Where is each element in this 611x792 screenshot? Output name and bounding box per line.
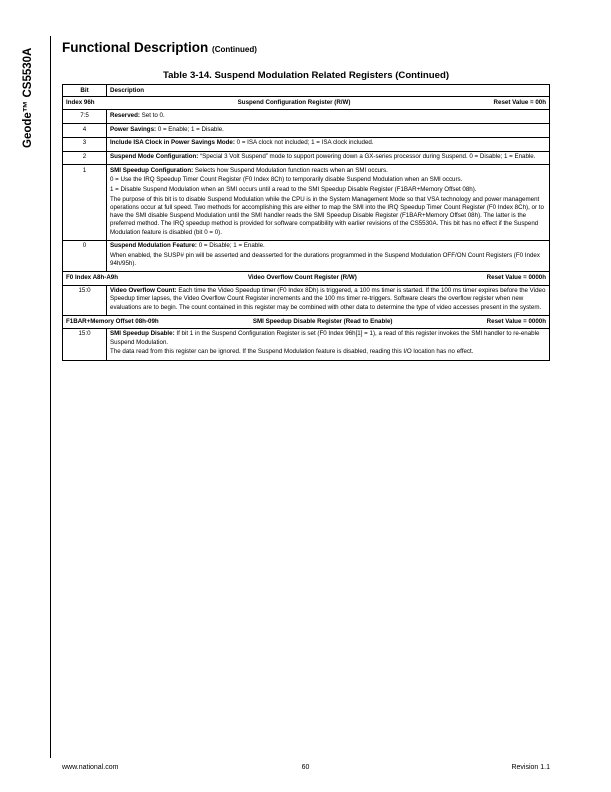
description-cell: [107, 151, 550, 165]
column-header-bit: Bit: [63, 85, 107, 97]
register-name: Suspend Configuration Register (R/W): [237, 99, 351, 107]
field-label: Suspend Mode Configuration:: [110, 153, 199, 161]
description-text: The data read from this register can be ignored. If the Suspend Modulation feature is disabled, reading this I/O location has no effect.: [110, 348, 474, 356]
description-cell: [107, 165, 550, 241]
description-text: Set to 0.: [141, 111, 165, 119]
table-row: [63, 151, 550, 165]
page-heading: [62, 40, 257, 55]
register-offset: Index 96h: [66, 99, 95, 107]
footer-revision: Revision 1.1: [511, 764, 550, 771]
description-text: Each time the Video Speedup timer (F0 Index 8Dh) is triggered, a 100 ms timer is started. If the 100 ms timer expires before the Video Speedup timer lapses, the Video Overflow Count Register increments and the 100 ms timer re-triggers. Software clears the overflow register when new evaluations are to begin. The count contained in this register may be combined with other data to determine the type of video accesses present in the system.: [110, 287, 546, 311]
bit-cell: 1: [63, 165, 107, 241]
bit-cell: 15:0: [63, 285, 107, 315]
field-label: Power Savings:: [110, 125, 157, 133]
footer-page-number: 60: [301, 764, 310, 771]
register-offset: F0 Index A8h-A9h: [66, 274, 119, 282]
table-row: [63, 165, 550, 241]
bit-cell: 0: [63, 240, 107, 272]
table-header-row: [63, 85, 550, 97]
description-cell: [107, 137, 550, 151]
register-name: SMI Speedup Disable Register (Read to Enable): [252, 317, 393, 325]
bit-cell: 4: [63, 124, 107, 138]
field-label: Video Overflow Count:: [110, 287, 177, 295]
margin-rule: [50, 36, 51, 758]
description-text: 0 = Use the IRQ Speedup Timer Count Register (F0 Index 8Ch) to temporarily disable Suspend Modulation when an SMI occurs.: [110, 176, 463, 184]
table-row: [63, 110, 550, 124]
description-text: 0 = ISA clock not included; 1 = ISA clock included.: [236, 139, 374, 147]
bit-cell: 2: [63, 151, 107, 165]
description-paragraph: [110, 242, 546, 250]
field-label: SMI Speedup Configuration:: [110, 166, 194, 174]
description-text: When enabled, the SUSP# pin will be asserted and deasserted for the durations programmed in the Suspend Modulation OFF/ON Count Registers (F0 Index 94h/95h).: [110, 252, 540, 268]
description-text: 1 = Disable Suspend Modulation when an SMI occurs until a read to the SMI Speedup Disable Register (F1BAR+Memory Offset 08h).: [110, 186, 477, 194]
description-paragraph: [110, 186, 546, 194]
heading-title: Functional Description: [62, 40, 209, 55]
description-paragraph: [110, 167, 546, 175]
register-section-header: [63, 272, 550, 285]
description-paragraph: [110, 348, 546, 356]
register-name: Video Overflow Count Register (R/W): [247, 274, 357, 282]
register-section-row: [63, 97, 550, 110]
description-cell: [107, 240, 550, 272]
side-title-text: Geode™ CS5530A: [22, 47, 34, 148]
register-section-row: [63, 315, 550, 328]
footer-url: www.national.com: [62, 764, 119, 771]
description-text: 0 = Enable; 1 = Disable.: [157, 125, 224, 133]
register-section-header: [63, 315, 550, 328]
register-section-row: [63, 272, 550, 285]
table-row: [63, 285, 550, 315]
description-paragraph: [110, 252, 546, 268]
column-header-description: Description: [107, 85, 550, 97]
bit-cell: 3: [63, 137, 107, 151]
register-table: [62, 84, 550, 361]
description-text: “Special 3 Volt Suspend” mode to support powering down a GX-series processor during Suspend. 0 = Disable; 1 = Enable.: [200, 153, 536, 161]
field-label: Include ISA Clock in Power Savings Mode:: [110, 139, 235, 147]
description-text: 0 = Disable; 1 = Enable.: [198, 242, 265, 250]
description-paragraph: [110, 176, 546, 184]
description-paragraph: [110, 153, 546, 161]
description-text: Selects how Suspend Modulation function reacts when an SMI occurs.: [194, 166, 388, 174]
heading-note: (Continued): [212, 45, 257, 54]
description-cell: [107, 285, 550, 315]
description-paragraph: [110, 139, 546, 147]
bit-cell: 7:5: [63, 110, 107, 124]
table-body: [63, 97, 550, 360]
field-label: SMI Speedup Disable:: [110, 330, 175, 338]
description-paragraph: [110, 330, 546, 346]
bit-cell: 15:0: [63, 328, 107, 360]
side-title: [22, 38, 38, 148]
description-cell: [107, 328, 550, 360]
description-paragraph: [110, 196, 546, 237]
register-reset-value: Reset Value = 0000h: [486, 274, 546, 282]
register-reset-value: Reset Value = 0000h: [486, 317, 546, 325]
table-row: [63, 124, 550, 138]
description-paragraph: [110, 287, 546, 312]
description-paragraph: [110, 126, 546, 134]
table-row: [63, 328, 550, 360]
table-row: [63, 240, 550, 272]
description-cell: [107, 124, 550, 138]
description-text: The purpose of this bit is to disable Suspend Modulation while the CPU is in the System Management Mode so that VSA technology and power management operations occur at full speed. Two methods for accomplishing this are either to map the SMI into the IRQ Speedup Timer Count Register (F0 Index 8Ch), or to have the SMI disable Suspend Modulation until the SMI handler reads the SMI Speedup Disable Register (F1BAR+Memory Offset 08h). The latter is the preferred method. The IRQ speedup method is provided for software compatibility with earlier revisions of the CS5530A. This bit has no effect if the Suspend Modulation feature is disabled (bit 0 = 0).: [110, 195, 544, 236]
register-reset-value: Reset Value = 00h: [493, 99, 546, 107]
description-cell: [107, 110, 550, 124]
table-row: [63, 137, 550, 151]
register-section-header: [63, 97, 550, 110]
field-label: Reserved:: [110, 111, 140, 119]
register-offset: F1BAR+Memory Offset 08h-09h: [66, 317, 159, 325]
field-label: Suspend Modulation Feature:: [110, 242, 197, 250]
table-title: Table 3-14. Suspend Modulation Related Registers (Continued): [162, 70, 450, 81]
description-paragraph: [110, 112, 546, 120]
description-text: If bit 1 in the Suspend Configuration Register is set (F0 Index 96h[1] = 1), a read of this register invokes the SMI handler to re-enable Suspend Modulation.: [110, 330, 540, 346]
